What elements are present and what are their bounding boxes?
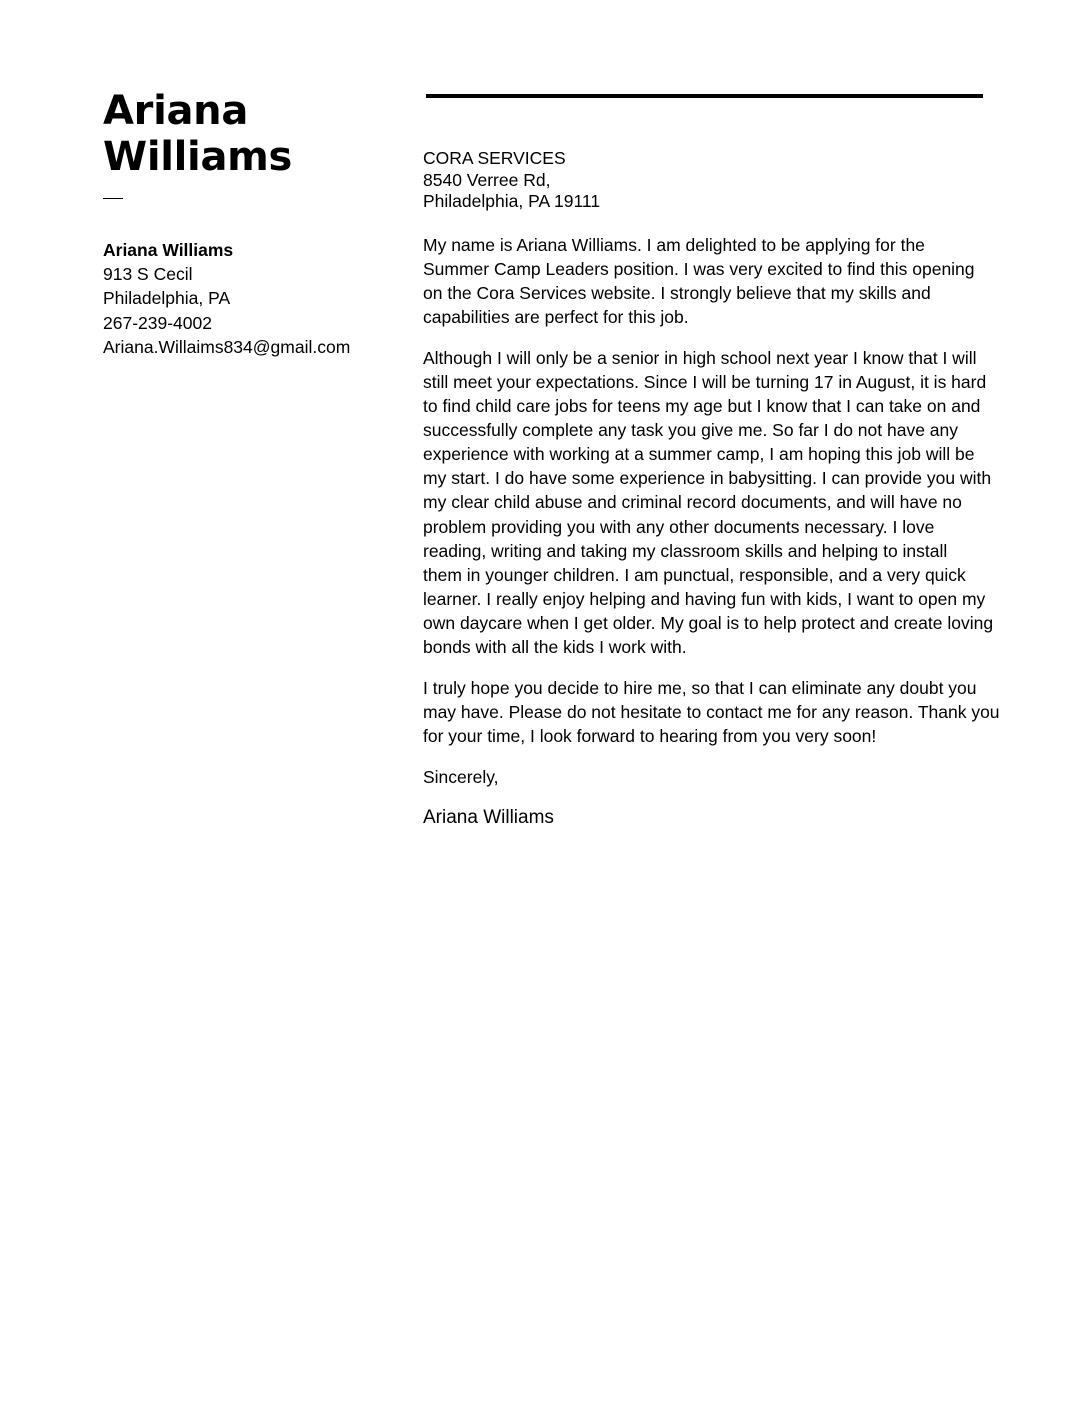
letter-closing: Sincerely, [423, 767, 499, 788]
paragraph-line: own daycare when I get older. My goal is to help protect and create loving [423, 612, 994, 633]
paragraph-line: my start. I do have some experience in babysitting. I can provide you with [423, 468, 992, 489]
contact-street: 913 S Cecil [103, 264, 193, 285]
paragraph-line: successfully complete any task you give me. So far I do not have any [423, 420, 958, 441]
sender-column [103, 88, 403, 359]
paragraph-line: on the Cora Services website. I strongly believe that my skills and [423, 282, 931, 303]
recipient-city: Philadelphia, PA 19111 [423, 191, 601, 211]
paragraph-line: Summer Camp Leaders position. I was very excited to find this opening [423, 258, 975, 279]
recipient-street: 8540 Verree Rd, [423, 169, 551, 190]
sender-last-name: Williams [103, 134, 293, 180]
name-divider [103, 198, 123, 199]
paragraph-line: to find child care jobs for teens my age but I know that I can take on and [423, 396, 981, 417]
contact-name: Ariana Williams [103, 240, 234, 260]
paragraph-line: experience with working at a summer camp, I am hoping this job will be [423, 444, 975, 465]
letter-paragraph [423, 346, 994, 659]
letter-body [423, 233, 1000, 749]
letter-paragraph [423, 233, 989, 329]
contact-city: Philadelphia, PA [103, 288, 231, 309]
paragraph-line: reading, writing and taking my classroom skills and helping to install [423, 540, 948, 561]
paragraph-line: them in younger children. I am punctual, responsible, and a very quick [423, 564, 966, 585]
paragraph-line: learner. I really enjoy helping and having fun with kids, I want to open my [423, 588, 986, 609]
paragraph-line: for your time, I look forward to hearing from you very soon! [423, 726, 877, 747]
letter-signature: Ariana Williams [423, 807, 554, 829]
paragraph-line: Although I will only be a senior in high school next year I know that I will [423, 347, 977, 368]
paragraph-line: bonds with all the kids I work with. [423, 637, 687, 657]
header-rule [426, 94, 983, 98]
paragraph-line: may have. Please do not hesitate to contact me for any reason. Thank you [423, 702, 1000, 723]
sender-name-heading [103, 88, 403, 180]
paragraph-line: problem providing you with any other documents necessary. I love [423, 516, 935, 537]
recipient-address [423, 148, 989, 213]
contact-email: Ariana.Willaims834@gmail.com [103, 336, 351, 357]
paragraph-line: my clear child abuse and criminal record documents, and will have no [423, 492, 962, 513]
recipient-company: CORA SERVICES [423, 148, 566, 168]
paragraph-line: still meet your expectations. Since I will be turning 17 in August, it is hard [423, 371, 987, 392]
paragraph-line: capabilities are perfect for this job. [423, 306, 689, 327]
contact-phone: 267-239-4002 [103, 312, 212, 333]
sender-first-name: Ariana [103, 88, 249, 134]
letter-paragraph [423, 676, 1000, 748]
paragraph-line: I truly hope you decide to hire me, so that I can eliminate any doubt you [423, 678, 977, 699]
letter-column [423, 148, 1000, 831]
sender-contact-block [103, 238, 403, 359]
paragraph-line: My name is Ariana Williams. I am delighted to be applying for the [423, 234, 925, 255]
